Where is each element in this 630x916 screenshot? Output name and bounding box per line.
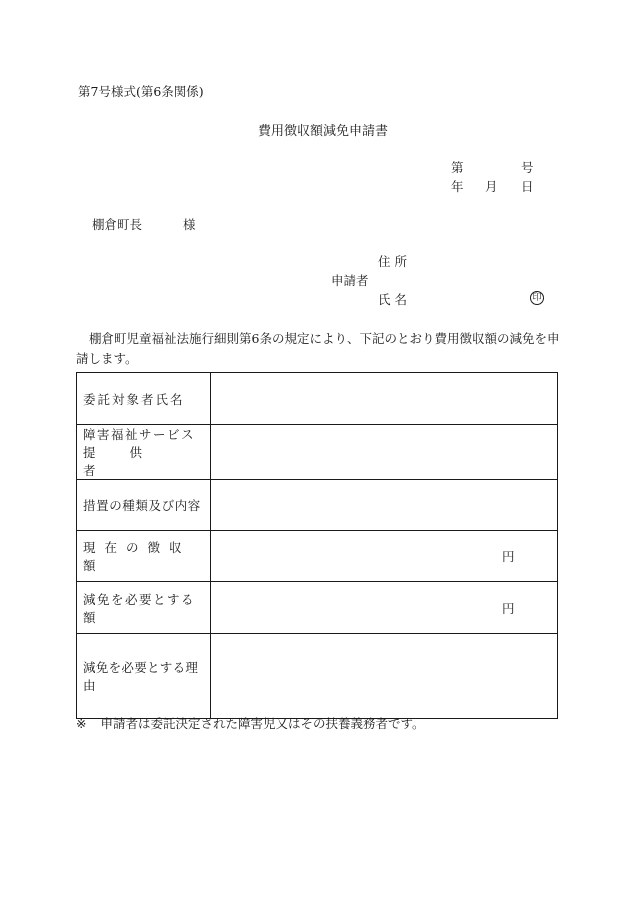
table-row [77,531,558,582]
form-number: 第7号様式(第6条関係) [78,84,204,99]
row-label-cell [77,531,211,582]
yen-unit: 円 [502,549,515,564]
row-label-line2: 提供者 [83,445,177,478]
service-provider-field[interactable] [211,425,558,480]
addressee-name: 棚倉町長 [92,217,143,232]
table-row [77,634,558,719]
body-text: 棚倉町児童福祉法施行細則第6条の規定により、下記のとおり費用徴収額の減免を申請します。 [76,331,560,366]
document-title: 費用徴収額減免申請書 [258,124,389,139]
reduction-amount-field[interactable] [211,582,558,634]
address-label: 住 所 [378,254,407,269]
recipient-name-field[interactable] [211,373,558,425]
yen-unit: 円 [502,600,515,616]
row-label: 減免を必要とする理由 [83,660,199,693]
row-label-cell [77,425,211,480]
addressee-honorific: 様 [183,217,196,232]
footnote-mark: ※ [76,716,87,731]
footnote-text: 申請者は委託決定された障害児又はその扶養義務者です。 [100,716,425,731]
seal-mark: 印 [530,291,544,305]
row-label: 委託対象者氏名 [83,391,185,407]
table-row [77,582,558,634]
table-row [77,373,558,425]
document-number-prefix: 第 [451,160,464,175]
row-label: 減免を必要とする額 [83,591,196,625]
date-year-label: 年 [451,179,464,194]
row-label-cell [77,480,211,531]
table-row [77,480,558,531]
application-table [76,372,558,719]
document-number-suffix: 号 [521,160,534,175]
row-label-cell [77,582,211,634]
footnote [76,718,425,731]
row-label-cell [77,373,211,425]
date-day-label: 日 [521,179,534,194]
table-row [77,425,558,480]
row-label-line1: 障害福祉サービス [83,427,196,442]
name-label: 氏 名 [378,292,407,307]
current-amount-field[interactable] [211,531,558,582]
row-label: 措置の種類及び内容 [83,498,201,513]
applicant-label: 申請者 [331,273,369,288]
row-label: 現在の徴収額 [83,540,191,573]
reduction-reason-field[interactable] [211,634,558,719]
date-month-label: 月 [485,179,498,194]
measure-type-field[interactable] [211,480,558,531]
row-label-cell [77,634,211,719]
